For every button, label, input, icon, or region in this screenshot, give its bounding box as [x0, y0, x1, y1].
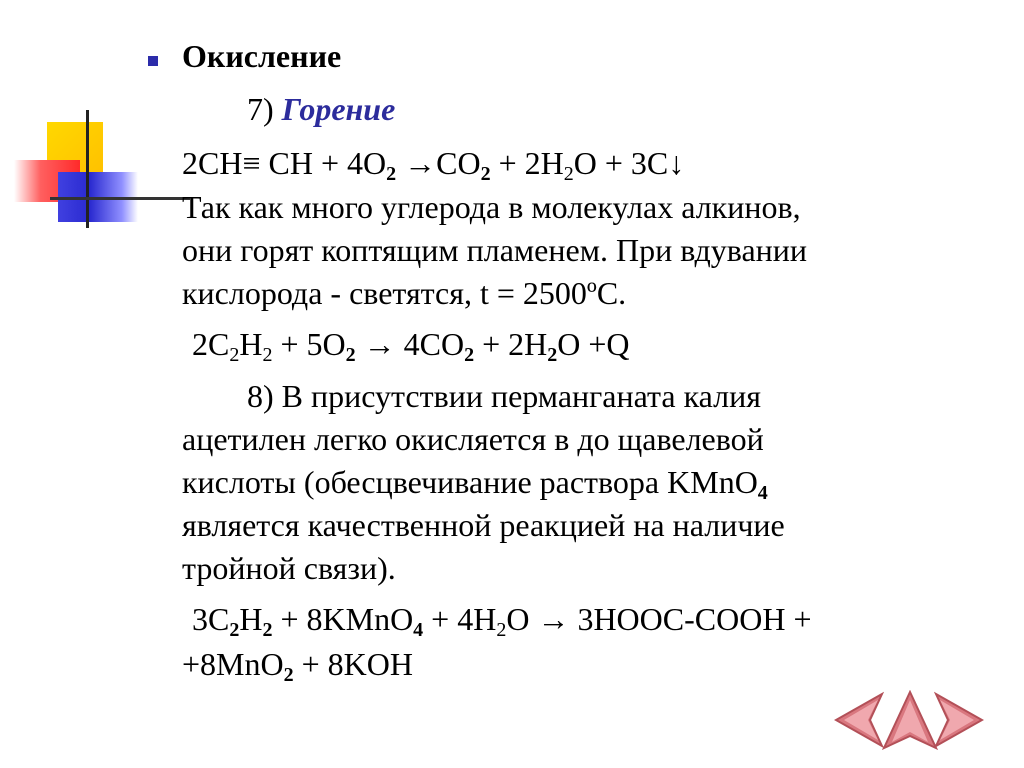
eq3-part: + 8KOH [293, 646, 413, 682]
eq1-part: + 2H [490, 145, 564, 181]
prev-arrow-icon[interactable] [834, 690, 884, 750]
section-7-title [247, 90, 395, 128]
eq3-part: +8MnO [182, 646, 284, 682]
next-arrow-icon[interactable] [934, 690, 984, 750]
eq2-part: → 4CO [355, 326, 465, 362]
eq1-part: 2CH≡ CH + 4O [182, 145, 387, 181]
eq1-sub: 2 [386, 163, 397, 185]
paragraph-sub: 4 [757, 482, 768, 504]
section-number: 7) [247, 91, 274, 127]
equation-1 [182, 144, 685, 185]
paragraph-line: тройной связи). [182, 550, 396, 586]
bullet-square-icon [148, 56, 158, 66]
paragraph-line: ацетилен легко окисляется в до щавелевой [182, 421, 764, 457]
eq3-sub: 2 [283, 664, 294, 686]
paragraph-line: 8) В присутствии перманганата калия [247, 378, 761, 414]
paragraph-line: они горят коптящим пламенем. При вдувании [182, 232, 808, 268]
eq2-sub: 2 [345, 344, 356, 366]
paragraph-line: кислорода - светятся, t = 2500ºС. [182, 275, 627, 311]
eq3-sub: 2 [229, 619, 240, 641]
paragraph-line [182, 461, 982, 504]
eq2-part: + 2H [474, 326, 548, 362]
eq3-part: + 4H [423, 601, 497, 637]
eq1-sub: 2 [480, 163, 491, 185]
eq1-part: →CO [396, 145, 481, 181]
eq1-sub: 2 [563, 163, 574, 185]
equation-3-line-1 [192, 600, 812, 641]
paragraph-combustion [182, 186, 982, 315]
paragraph-line: является качественной реакцией на наличие [182, 507, 785, 543]
section-title: Горение [281, 91, 396, 127]
eq2-part: + 5O [272, 326, 346, 362]
eq3-part: O → 3HOOC-COOH + [506, 601, 812, 637]
eq2-sub: 2 [464, 344, 475, 366]
paragraph-line: Так как много углерода в молекулах алкинов, [182, 189, 801, 225]
eq3-part: + 8KMnO [272, 601, 414, 637]
paragraph-permanganate [182, 375, 982, 590]
eq2-sub: 2 [262, 344, 273, 366]
paragraph-text: кислоты (обесцвечивание раствора KMnO [182, 464, 758, 500]
eq3-part: 3C [192, 601, 230, 637]
eq2-sub: 2 [229, 344, 240, 366]
eq2-part: H [239, 326, 263, 362]
eq3-part: H [239, 601, 263, 637]
eq3-sub: 4 [413, 619, 424, 641]
slide-heading: Окисление [182, 38, 342, 74]
decor-vertical-line [86, 110, 89, 228]
eq3-sub: 2 [496, 619, 507, 641]
eq3-sub: 2 [262, 619, 273, 641]
home-arrow-icon[interactable] [882, 690, 938, 750]
eq2-part: O +Q [557, 326, 630, 362]
eq2-part: 2C [192, 326, 230, 362]
decor-horizontal-line [50, 197, 190, 200]
equation-3-line-2 [182, 645, 413, 686]
equation-2 [192, 325, 630, 366]
eq1-part: O + 3C↓ [573, 145, 685, 181]
eq2-sub: 2 [547, 344, 558, 366]
